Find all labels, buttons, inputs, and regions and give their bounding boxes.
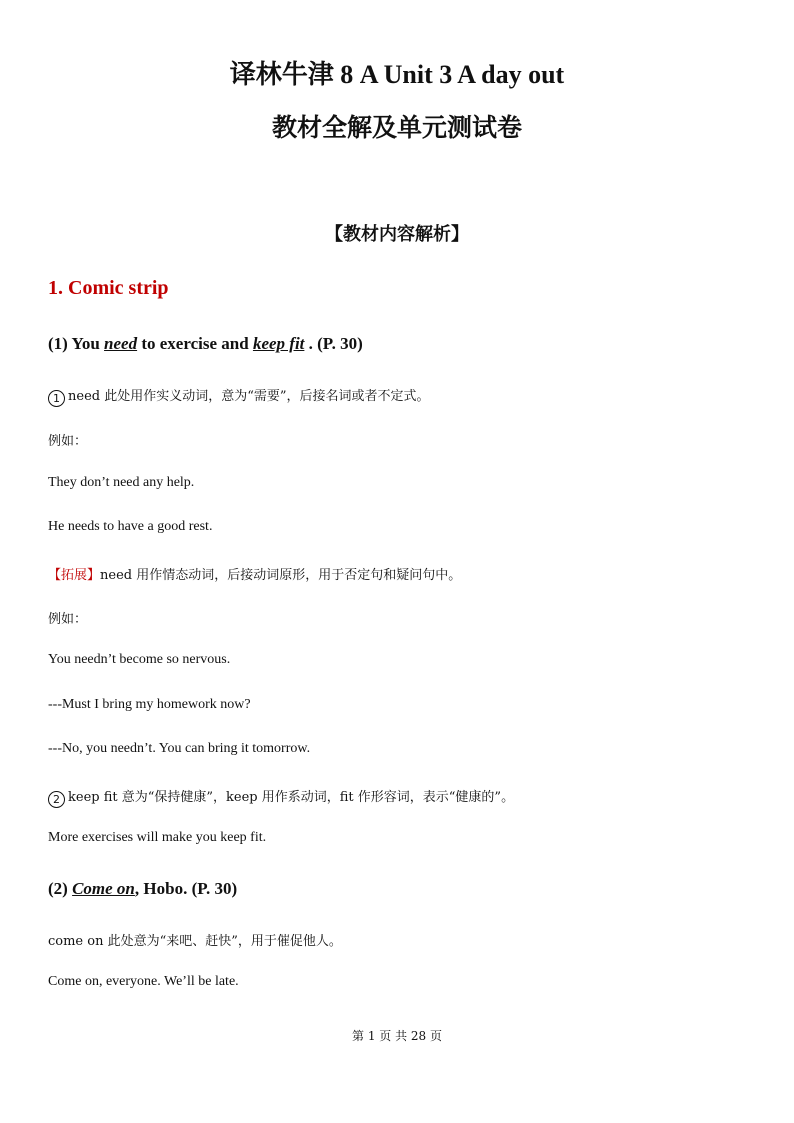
note-3: come on 此处意为“来吧、赶快”，用于催促他人。 xyxy=(48,934,342,949)
part-heading: 1. Comic strip xyxy=(48,277,169,299)
example-sentence: Come on, everyone. We’ll be late. xyxy=(48,974,239,989)
keyword-need: need xyxy=(104,334,138,353)
extension-tag: 【拓展】 xyxy=(48,568,101,583)
note-1: 1 need 此处用作实义动词，意为“需要”，后接名词或者不定式。 xyxy=(48,385,430,407)
example-sentence: You needn’t become so nervous. xyxy=(48,652,231,667)
example-label: 例如： xyxy=(48,434,88,449)
circled-number-2: 2 xyxy=(48,791,65,808)
note-2: 2 keep fit 意为“保持健康”，keep 用作系动词，fit 作形容词，表示“健康的”。 xyxy=(48,786,514,808)
extension-note: 【拓展】need 用作情态动词，后接动词原形，用于否定句和疑问句中。 xyxy=(48,568,462,583)
circled-number-1: 1 xyxy=(48,390,65,407)
document-subtitle: 教材全解及单元测试卷 xyxy=(271,113,522,142)
example-label: 例如： xyxy=(48,612,88,627)
document-title: 译林牛津 8 A Unit 3 A day out xyxy=(229,60,565,89)
page-footer: 第 1 页 共 28 页 xyxy=(352,1029,442,1043)
example-sentence: He needs to have a good rest. xyxy=(48,519,213,534)
item-heading-2: (2) Come on, Hobo. (P. 30) xyxy=(48,879,238,898)
item-heading-1: (1) You need to exercise and keep fit . (P. 30) xyxy=(48,334,363,353)
keyword-come-on: Come on xyxy=(72,879,135,898)
example-sentence: More exercises will make you keep fit. xyxy=(48,830,267,845)
example-sentence: ---No, you needn’t. You can bring it tomorrow. xyxy=(48,741,311,756)
section-title: 【教材内容解析】 xyxy=(325,224,469,245)
example-sentence: They don’t need any help. xyxy=(48,475,195,490)
keyword-keep-fit: keep fit xyxy=(252,334,305,353)
example-sentence: ---Must I bring my homework now? xyxy=(48,697,251,712)
